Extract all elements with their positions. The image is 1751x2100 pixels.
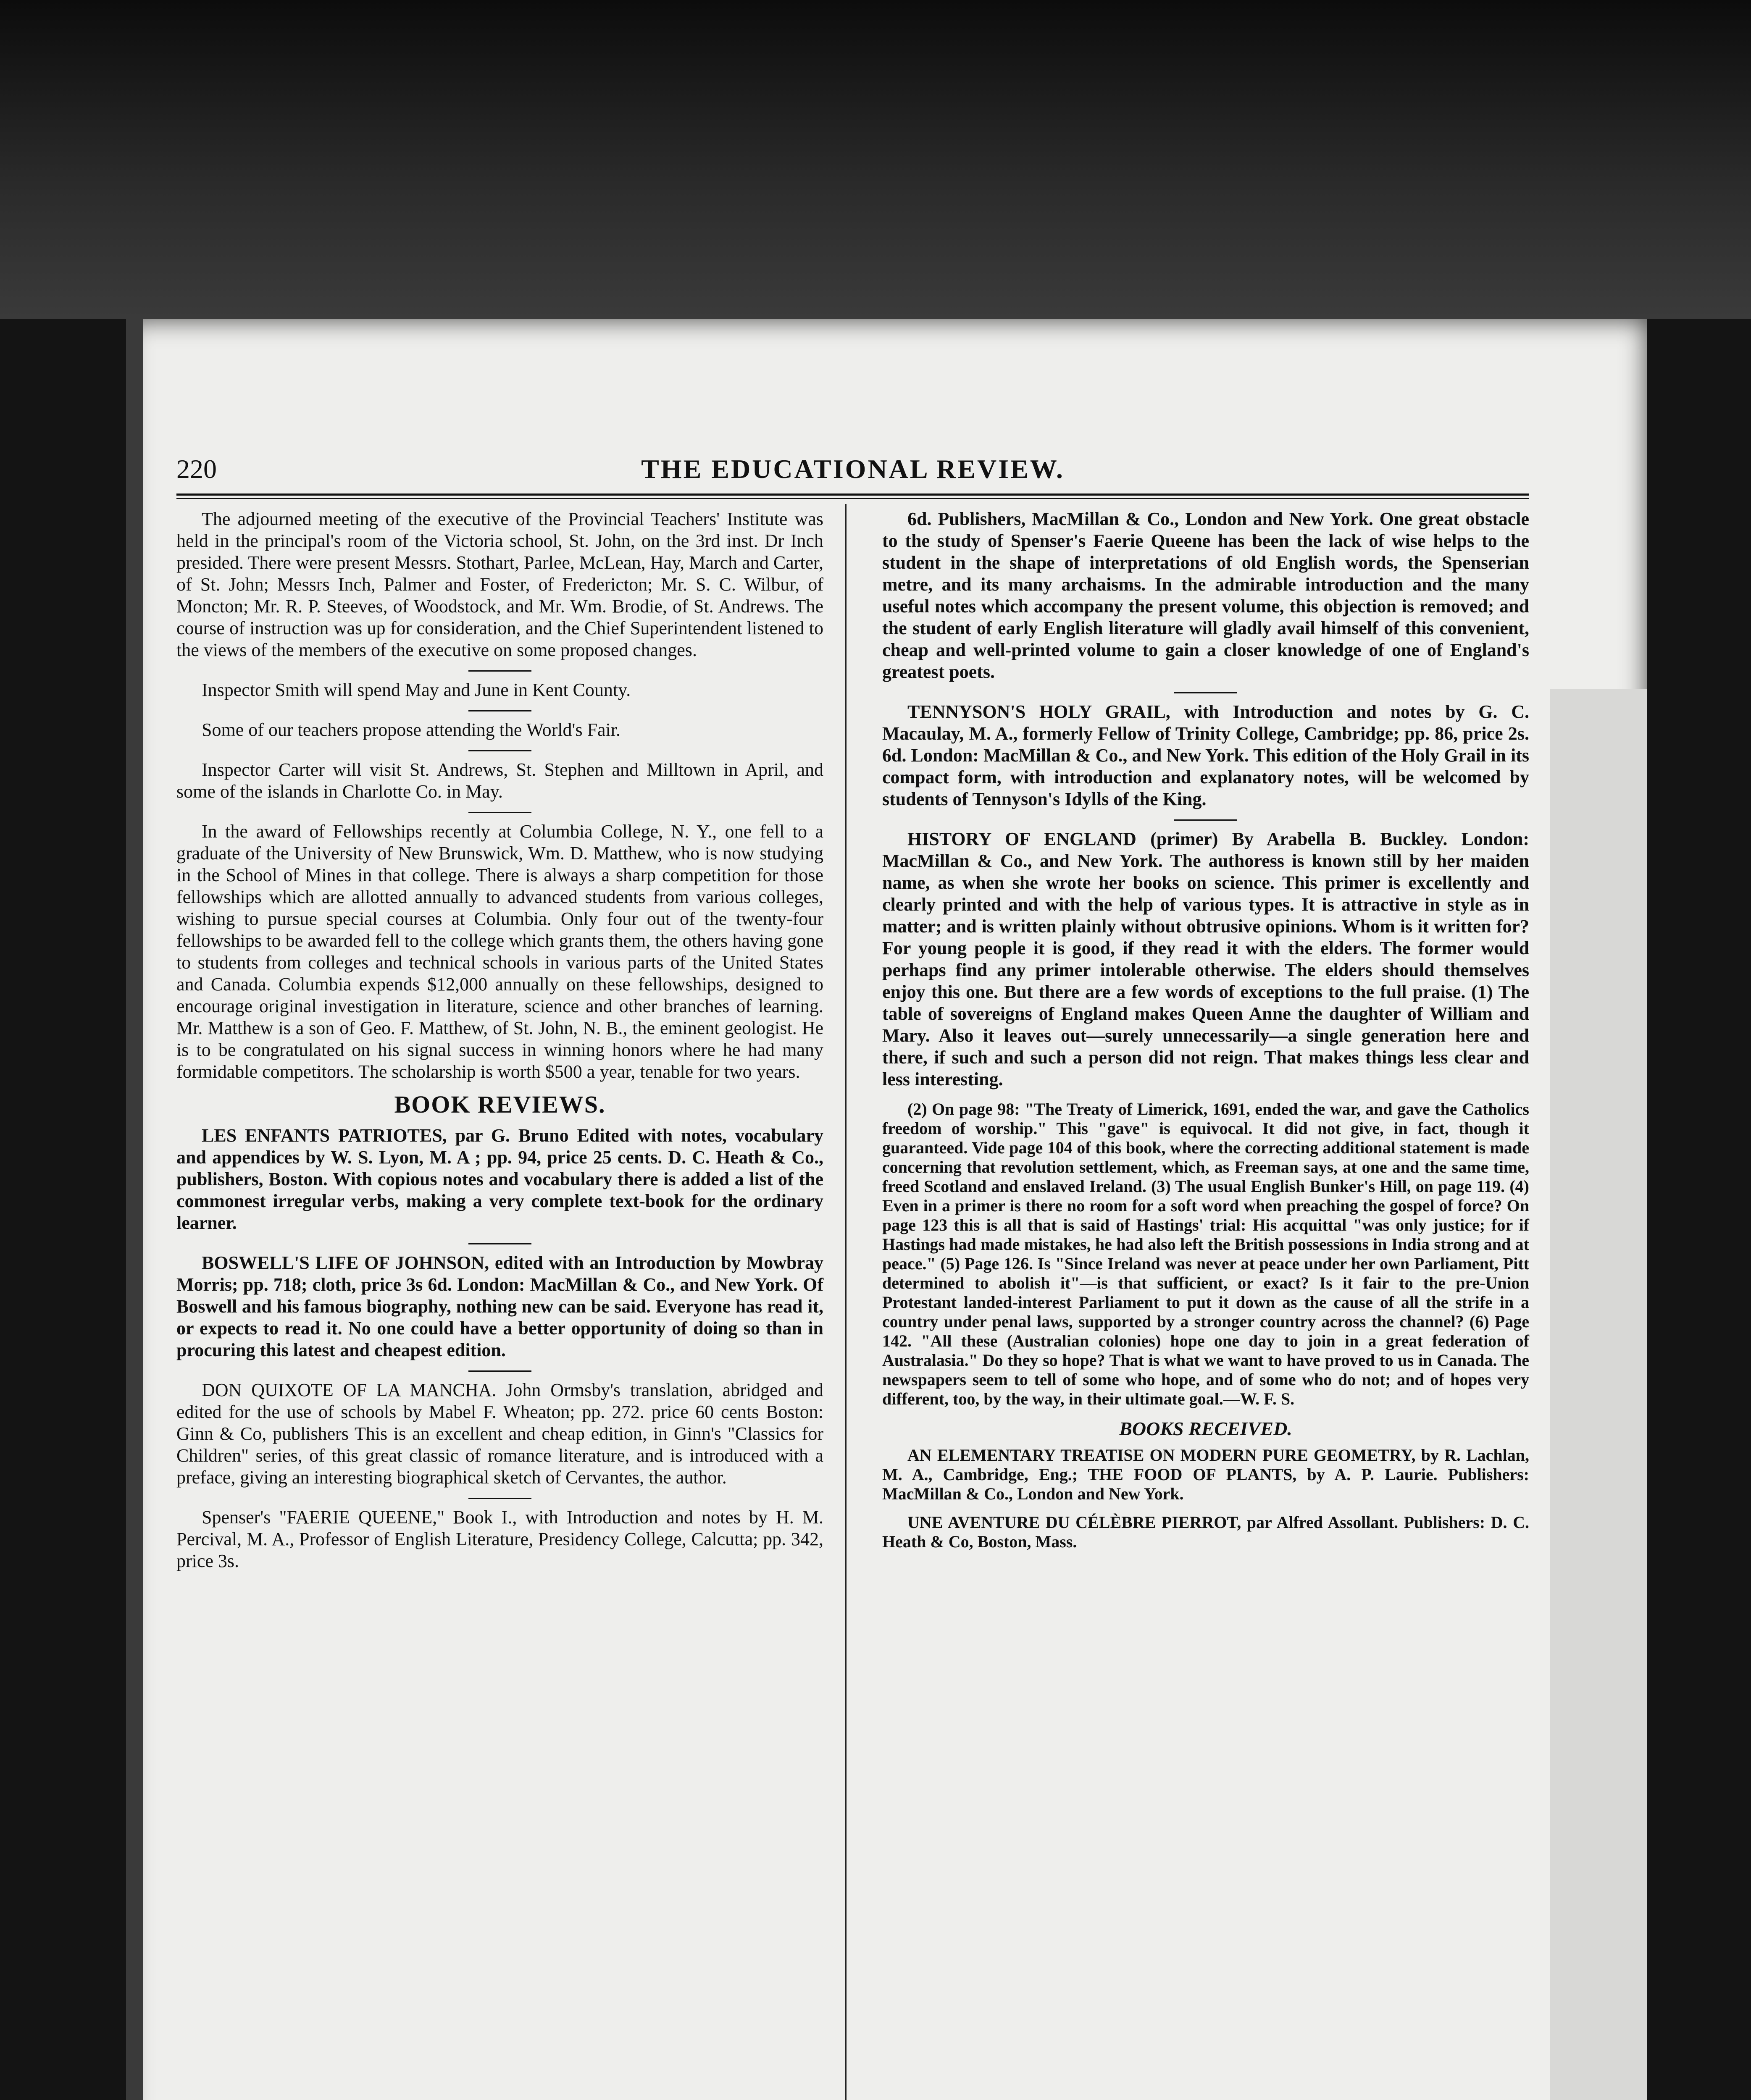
review-faerie-queene: Spenser's "FAERIE QUEENE," Book I., with Introduction and notes by H. M. Percival, M. A., Professor of English Literature, Presidency College, Calcutta; pp. 342, price 3s. — [176, 1507, 823, 1571]
binding-gutter — [126, 319, 143, 2100]
divider — [468, 1498, 531, 1499]
paragraph-inspector-carter: Inspector Carter will visit St. Andrews, St. Stephen and Milltown in April, and some of the islands in Charlotte Co. in May. — [176, 759, 823, 802]
received-geometry-food-of-plants: AN ELEMENTARY TREATISE ON MODERN PURE GEOMETRY, by R. Lachlan, M. A., Cambridge, Eng.; THE FOOD OF PLANTS, by A. P. Laurie. Publishers: MacMillan & Co., London and New York. — [882, 1446, 1529, 1503]
review-history-of-england: HISTORY OF ENGLAND (primer) By Arabella B. Buckley. London: MacMillan & Co., and New York. The authoress is known still by her maiden name, as when she wrote her books on science. This primer is excellently and clearly printed and with the help of various types. It is attractive in style as in matter; and is written plainly without obtrusive opinions. Whom is it written for? For young people it is good, if they read it with the elders. The former would perhaps find any primer intolerable otherwise. The elders should themselves enjoy this one. But there are a few words of exceptions to the full praise. (1) The table of sovereigns of England makes Queen Anne the daughter of William and Mary. Also it leaves out—surely unnecessarily—a single generation here and there, if such and such a person did not reign. That makes things less clear and less interesting. — [882, 829, 1529, 1089]
review-don-quixote: DON QUIXOTE OF LA MANCHA. John Ormsby's translation, abridged and edited for the use of schools by Mabel F. Wheaton; pp. 272. price 60 cents Boston: Ginn & Co, publishers This is an excellent and cheap edition, in Ginn's "Classics for Children" series, of this great classic of romance literature, and is introduced with a preface, giving an interesting biographical sketch of Cervantes, the author. — [176, 1380, 823, 1488]
paragraph-institute-meeting: The adjourned meeting of the executive of the Provincial Teachers' Institute was held in the principal's room of the Victoria school, St. John, on the 3rd inst. Dr Inch presided. There were present Messrs. Stothart, Parlee, McLean, Hay, March and Carter, of St. John; Messrs Inch, Palmer and Foster, of Fredericton; Mr. S. C. Wilbur, of Moncton; Mr. R. P. Steeves, of Woodstock, and Mr. Wm. Brodie, of St. Andrews. The course of instruction was up for consideration, and the Chief Superintendent listened to the views of the members of the executive on some proposed changes. — [176, 509, 823, 660]
scan-background — [0, 0, 1751, 319]
divider — [1174, 692, 1237, 693]
left-column — [176, 508, 823, 1581]
review-faerie-queene-continued: 6d. Publishers, MacMillan & Co., London and New York. One great obstacle to the study of Spenser's Faerie Queene has been the lack of wise helps to the student in the shape of interpretations of old English words, the Spenserian metre, and its many archaisms. In the admirable introduction and the many useful notes which accompany the present volume, this objection is removed; and the student of early English literature will gladly avail himself of this convenient, cheap and well-printed volume to gain a closer knowledge of one of England's greatest poets. — [882, 509, 1529, 682]
page-header — [176, 454, 1529, 487]
divider — [1174, 819, 1237, 821]
divider — [468, 812, 531, 813]
adjacent-page-edge — [1550, 689, 1647, 2100]
paragraph-columbia-fellowship: In the award of Fellowships recently at Columbia College, N. Y., one fell to a graduate of the University of New Brunswick, Wm. D. Matthew, who is now studying in the School of Mines in that college. There is always a sharp competition for those fellowships which are allotted annually to advanced students from various colleges, wishing to pursue special courses at Columbia. Only four out of the twenty-four fellowships to be awarded fell to the college which grants them, the others having gone to students from colleges and technical schools in various parts of the United States and Canada. Columbia expends $12,000 annually on these fellowships, designed to encourage original investigation in literature, science and other branches of learning. Mr. Matthew is a son of Geo. F. Matthew, of St. John, N. B., the eminent geologist. He is to be congratulated on his signal success in winning honors where he had many formidable competitors. The scholarship is worth $500 a year, tenable for two years. — [176, 821, 823, 1082]
review-holy-grail: TENNYSON'S HOLY GRAIL, with Introduction and notes by G. C. Macaulay, M. A., formerly Fellow of Trinity College, Cambridge; pp. 86, price 2s. 6d. London: MacMillan & Co., and New York. This edition of the Holy Grail in its compact form, with introduction and explanatory notes, will be welcomed by students of Tennyson's Idylls of the King. — [882, 701, 1529, 809]
paragraph-inspector-smith: Inspector Smith will spend May and June in Kent County. — [202, 680, 631, 700]
page-number: 220 — [176, 454, 217, 484]
divider — [468, 670, 531, 672]
divider — [468, 1243, 531, 1244]
books-received-heading: BOOKS RECEIVED. — [1119, 1418, 1292, 1439]
review-boswell-johnson: BOSWELL'S LIFE OF JOHNSON, edited with an Introduction by Mowbray Morris; pp. 718; cloth, price 3s 6d. London: MacMillan & Co., and New York. Of Boswell and his famous biography, nothing new can be said. Everyone has read it, or expects to read it. No one could have a better opportunity of doing so than in procuring this latest and cheapest edition. — [176, 1252, 823, 1360]
divider — [468, 1370, 531, 1372]
column-divider — [845, 504, 847, 2100]
book-reviews-heading: BOOK REVIEWS. — [394, 1091, 606, 1118]
paragraph-worlds-fair: Some of our teachers propose attending the World's Fair. — [202, 719, 621, 740]
review-history-of-england-continued: (2) On page 98: "The Treaty of Limerick, 1691, ended the war, and gave the Catholics freedom of worship." This "gave" is equivocal. It did not give, in fact, though it guaranteed. Vide page 104 of this book, where the correcting additional statement is made concerning that revolution settlement, which, as Freeman says, at one and the same time, freed Scotland and enslaved Ireland. (3) The usual English Bunker's Hill, on page 119. (4) Even in a primer is there no room for a soft word when preaching the gospel of force? On page 123 this is all that is said of Hastings' trial: His acquittal "was only justice; for if Hastings had made mistakes, he had also left the British possessions in India strong and at peace." (5) Page 126. Is "Since Ireland was never at peace under her own Parliament, Pitt determined to abolish it"—is that sufficient, or exact? Is it fair to the pre-Union Protestant landed-interest Parliament to put it down as the cause of all the strife in a country under penal laws, supported by a stronger country across the channel? (6) Page 142. "All these (Australian colonies) hope one day to join in a great federation of Australasia." Do they so hope? That is what we want to have proved to us in Canada. The newspapers seem to tell of some who hope, and of some who do not; and of hopes very different, too, by the way, in their ultimate goal.—W. F. S. — [882, 1100, 1529, 1408]
running-title: THE EDUCATIONAL REVIEW. — [641, 454, 1065, 484]
review-enfants-patriotes: LES ENFANTS PATRIOTES, par G. Bruno Edited with notes, vocabulary and appendices by W. S. Lyon, M. A ; pp. 94, price 25 cents. D. C. Heath & Co., publishers, Boston. With copious notes and vocabulary there is added a list of the commonest irregular verbs, making a very complete text-book for the ordinary learner. — [176, 1125, 823, 1233]
right-column — [882, 508, 1529, 1561]
journal-page — [126, 319, 1647, 2100]
divider — [468, 710, 531, 711]
received-pierrot: UNE AVENTURE DU CÉLÈBRE PIERROT, par Alfred Assollant. Publishers: D. C. Heath & Co, Boston, Mass. — [882, 1513, 1529, 1551]
divider — [468, 750, 531, 751]
header-rule — [176, 494, 1529, 499]
